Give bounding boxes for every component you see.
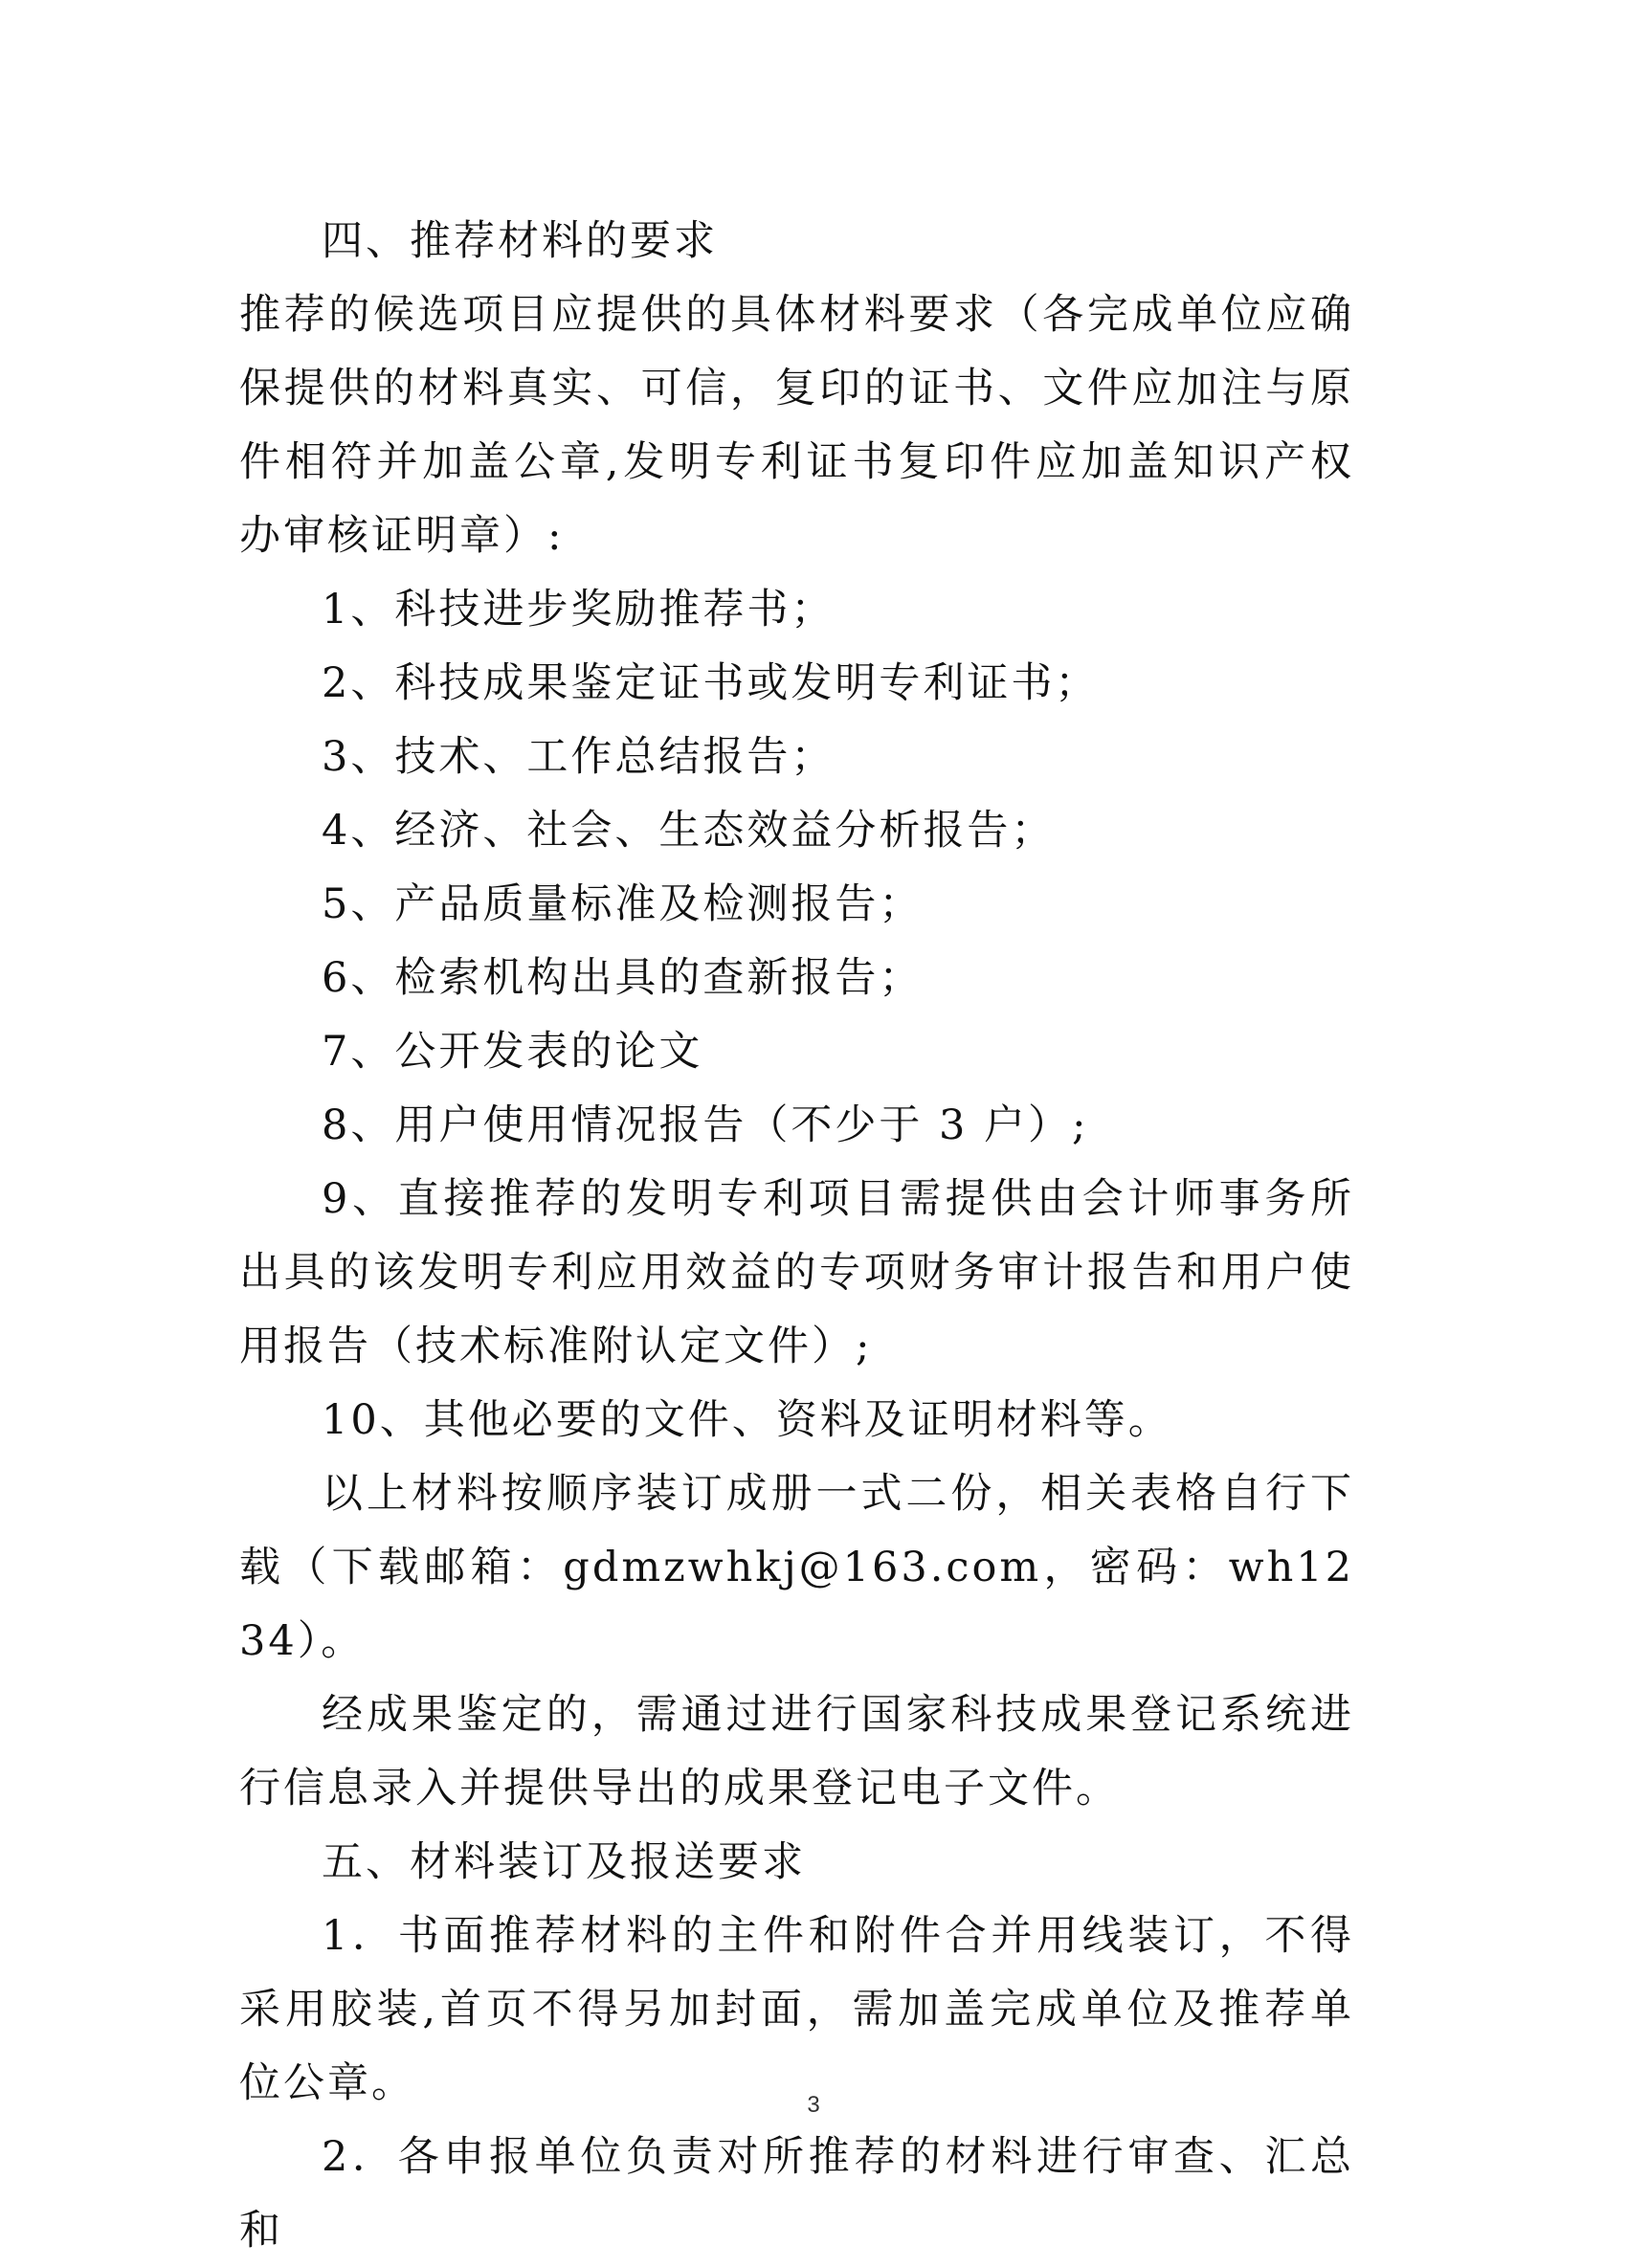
section-heading-5: 五、材料装订及报送要求 [322,1838,806,1886]
list-item-9: 9、直接推荐的发明专利项目需提供由会计师事务所出具的该发明专利应用效益的专项财务审计报告和用户使用报告（技术标准附认定文件）; [239,1175,1354,1370]
list-item-5: 5、产品质量标准及检测报告； [322,880,924,928]
list-item-6: 6、检索机构出具的查新报告； [322,954,924,1002]
paragraph-binding-rule-2: 2．各申报单位负责对所推荐的材料进行审查、汇总和 [239,2133,1354,2255]
document-body [239,205,1354,2268]
list-item-2: 2、科技成果鉴定证书或发明专利证书； [322,659,1100,707]
page-number: 3 [807,2092,820,2118]
list-item-1: 1、科技进步奖励推荐书； [322,586,836,634]
list-item-3: 3、技术、工作总结报告； [322,733,836,781]
paragraph-registration: 经成果鉴定的，需通过进行国家科技成果登记系统进行信息录入并提供导出的成果登记电子文件。 [239,1691,1354,1812]
paragraph-materials-intro: 推荐的候选项目应提供的具体材料要求（各完成单位应确保提供的材料真实、可信，复印的证书、文件应加注与原件相符并加盖公章,发明专利证书复印件应加盖知识产权办审核证明章）: [239,291,1354,560]
list-item-4: 4、经济、社会、生态效益分析报告； [322,807,1056,855]
list-item-8: 8、用户使用情况报告（不少于 3 户）; [322,1101,1089,1149]
paragraph-binding-download: 以上材料按顺序装订成册一式二份，相关表格自行下载（下载邮箱：gdmzwhkj@163.com，密码：wh1234）。 [239,1470,1354,1665]
list-item-10: 10、其他必要的文件、资料及证明材料等。 [322,1396,1172,1444]
list-item-7: 7、公开发表的论文 [322,1028,703,1076]
paragraph-binding-rule-1: 1．书面推荐材料的主件和附件合并用线装订，不得采用胶装,首页不得另加封面，需加盖完成单位及推荐单位公章。 [239,1912,1354,2107]
section-heading-4: 四、推荐材料的要求 [322,217,718,265]
